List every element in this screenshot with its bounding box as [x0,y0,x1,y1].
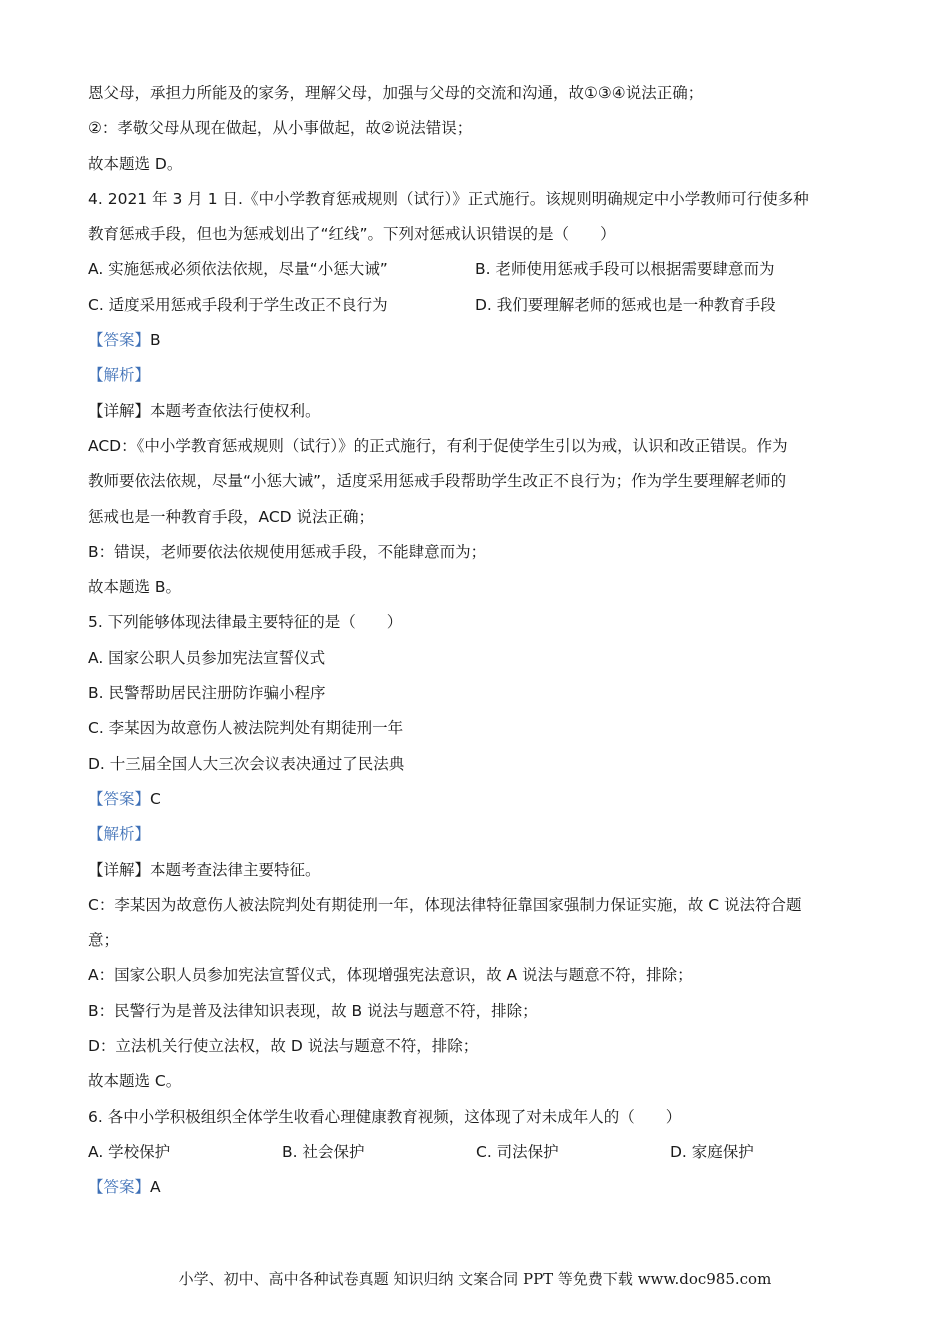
q6-option-c: C. 司法保护 [476,1142,559,1161]
answer-tag: 【答案】 [88,331,151,350]
q5-option-a: A. 国家公职人员参加宪法宣誓仪式 [88,648,326,667]
q4-stem-2: 教育惩戒手段，但也为惩戒划出了“红线”。下列对惩戒认识错误的是（ ） [88,225,616,244]
q4-explanation-4: B：错误，老师要依法依规使用惩戒手段，不能肆意而为； [88,542,487,561]
q4-conclusion: 故本题选 B。 [88,578,182,597]
q5-explanation-4: B：民警行为是普及法律知识表现，故 B 说法与题意不符，排除； [88,1001,538,1020]
q5-stem: 5. 下列能够体现法律最主要特征的是（ ） [88,613,403,632]
q4-option-b: B. 老师使用惩戒手段可以根据需要肆意而为 [475,260,775,279]
q6-option-b: B. 社会保护 [282,1142,365,1161]
answer-value: A [150,1178,161,1197]
page-footer: 小学、初中、高中各种试卷真题 知识归纳 文案合同 PPT 等免费下载 www.doc985.com [178,1270,772,1288]
q3-conclusion: 故本题选 D。 [88,154,183,173]
q5-analysis-tag: 【解析】 [88,825,151,844]
q4-analysis-tag: 【解析】 [88,366,151,385]
q5-explanation-5: D：立法机关行使立法权，故 D 说法与题意不符，排除； [88,1037,479,1056]
q5-answer [88,782,868,817]
q4-detail [88,394,868,429]
q5-conclusion: 故本题选 C。 [88,1072,182,1091]
q5-option-c: C. 李某因为故意伤人被法院判处有期徒刑一年 [88,719,404,738]
answer-value: B [150,331,161,350]
q6-option-a: A. 学校保护 [88,1142,171,1161]
detail-tag: 【详解】 [88,860,151,879]
q3-line-1: 恩父母，承担力所能及的家务，理解父母，加强与父母的交流和沟通，故①③④说法正确； [88,84,704,102]
q4-options-row-1 [88,252,868,287]
page-content [88,76,868,1206]
q5-option-d: D. 十三届全国人大三次会议表决通过了民法典 [88,754,405,773]
q5-explanation-3: A：国家公职人员参加宪法宣誓仪式，体现增强宪法意识，故 A 说法与题意不符，排除； [88,966,693,985]
q4-answer [88,323,868,358]
q4-option-d: D. 我们要理解老师的惩戒也是一种教育手段 [475,295,776,314]
answer-value: C [150,789,161,808]
answer-tag: 【答案】 [88,1178,151,1197]
q6-options-row [88,1135,868,1170]
q6-stem: 6. 各中小学积极组织全体学生收看心理健康教育视频，这体现了对未成年人的（ ） [88,1107,682,1126]
detail-text: 本题考查依法行使权利。 [150,401,321,420]
q5-detail [88,853,868,888]
q3-line-2: ②：孝敬父母从现在做起，从小事做起，故②说法错误； [88,119,473,138]
q4-option-c: C. 适度采用惩戒手段利于学生改正不良行为 [88,295,388,314]
q4-explanation-2: 教师要依法依规，尽量“小惩大诫”，适度采用惩戒手段帮助学生改正不良行为；作为学生要理解老师的 [88,472,787,491]
detail-tag: 【详解】 [88,401,151,420]
answer-tag: 【答案】 [88,789,151,808]
q4-stem-1: 4. 2021 年 3 月 1 日.《中小学教育惩戒规则（试行）》正式施行。该规则明确规定中小学教师可行使多种 [88,189,809,208]
detail-text: 本题考查法律主要特征。 [150,860,321,879]
q4-options-row-2 [88,288,868,323]
q5-explanation-2: 意； [88,931,120,950]
q4-explanation-1: ACD：《中小学教育惩戒规则（试行）》的正式施行，有利于促使学生引以为戒，认识和改正错误。作为 [88,436,788,455]
q4-explanation-3: 惩戒也是一种教育手段，ACD 说法正确； [88,507,375,526]
q4-option-a: A. 实施惩戒必须依法依规，尽量“小惩大诫” [88,260,388,279]
q5-explanation-1: C：李某因为故意伤人被法院判处有期徒刑一年，体现法律特征靠国家强制力保证实施，故 C 说法符合题 [88,895,802,914]
q5-option-b: B. 民警帮助居民注册防诈骗小程序 [88,684,326,703]
q6-answer [88,1170,868,1205]
q6-option-d: D. 家庭保护 [670,1142,754,1161]
